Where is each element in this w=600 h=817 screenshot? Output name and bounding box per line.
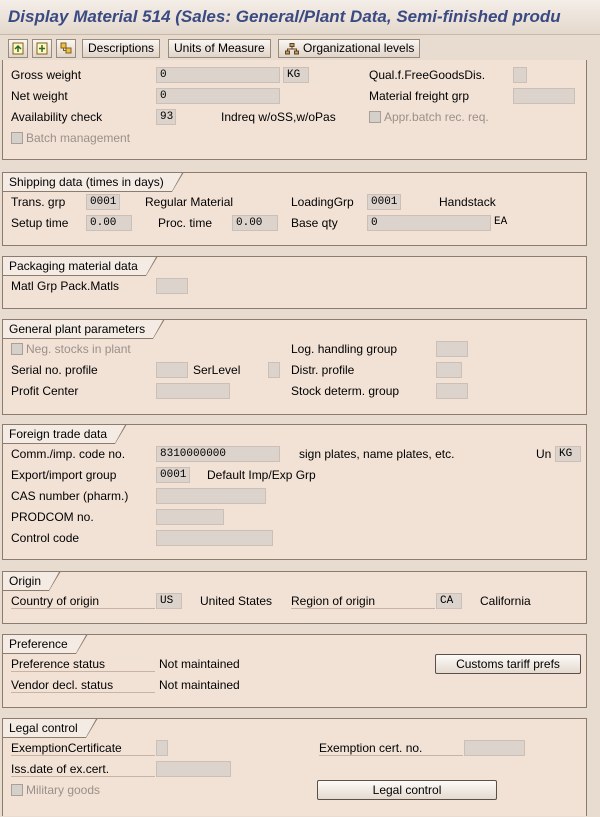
stock-determ-field[interactable]	[436, 383, 468, 399]
cas-number-field[interactable]	[156, 488, 266, 504]
iss-date-field[interactable]	[156, 761, 231, 777]
net-weight-field[interactable]: 0	[156, 88, 280, 104]
matl-grp-field[interactable]	[156, 278, 188, 294]
additional-data-icon[interactable]	[32, 39, 52, 58]
loading-grp-field[interactable]: 0001	[367, 194, 401, 210]
iss-date-label: Iss.date of ex.cert.	[11, 762, 155, 777]
units-of-measure-button[interactable]: Units of Measure	[168, 39, 271, 58]
application-toolbar	[0, 35, 600, 63]
serial-no-field[interactable]	[156, 362, 188, 378]
organizational-levels-label: Organizational levels	[303, 41, 415, 55]
trans-grp-field[interactable]: 0001	[86, 194, 120, 210]
shipping-data-group	[2, 172, 587, 246]
batch-management-label: Batch management	[26, 131, 131, 145]
comm-code-text: sign plates, name plates, etc.	[299, 447, 455, 461]
foreign-trade-group	[2, 424, 587, 560]
base-qty-field[interactable]: 0	[367, 215, 491, 231]
exemption-certificate-label: ExemptionCertificate	[11, 741, 155, 756]
net-weight-label: Net weight	[11, 89, 68, 103]
distr-profile-label: Distr. profile	[291, 363, 355, 377]
comm-code-field[interactable]: 8310000000	[156, 446, 280, 462]
country-origin-label: Country of origin	[11, 594, 155, 609]
legal-control-group	[2, 718, 587, 816]
setup-time-field[interactable]: 0.00	[86, 215, 132, 231]
display-other-icon[interactable]	[8, 39, 28, 58]
org-structure-icon[interactable]	[56, 39, 76, 58]
preference-group	[2, 634, 587, 708]
availability-check-text: Indreq w/oSS,w/oPas	[221, 110, 336, 124]
qual-free-goods-label: Qual.f.FreeGoodsDis.	[369, 68, 486, 82]
qual-free-goods-field[interactable]	[513, 67, 527, 83]
region-origin-text: California	[480, 594, 531, 608]
region-origin-field[interactable]: CA	[436, 593, 462, 609]
origin-title: Origin	[2, 571, 49, 591]
cas-number-label: CAS number (pharm.)	[11, 489, 129, 503]
matl-grp-label: Matl Grp Pack.Matls	[11, 279, 120, 293]
gross-weight-unit-field[interactable]: KG	[283, 67, 309, 83]
general-data-group	[2, 60, 587, 160]
vendor-decl-label: Vendor decl. status	[11, 678, 155, 693]
control-code-field[interactable]	[156, 530, 273, 546]
country-origin-text: United States	[200, 594, 273, 608]
base-qty-label: Base qty	[291, 216, 338, 230]
material-freight-grp-label: Material freight grp	[369, 89, 470, 103]
loading-grp-label: LoadingGrp	[291, 195, 354, 209]
legal-control-button[interactable]: Legal control	[317, 780, 497, 800]
exemption-no-label: Exemption cert. no.	[319, 741, 463, 756]
exemption-no-field[interactable]	[464, 740, 525, 756]
trans-grp-label: Trans. grp	[11, 195, 66, 209]
setup-time-label: Setup time	[11, 216, 69, 230]
country-origin-field[interactable]: US	[156, 593, 182, 609]
unit-field[interactable]: KG	[555, 446, 581, 462]
region-origin-label: Region of origin	[291, 594, 435, 609]
control-code-label: Control code	[11, 531, 80, 545]
proc-time-label: Proc. time	[158, 216, 213, 230]
neg-stocks-label: Neg. stocks in plant	[26, 342, 131, 356]
pref-status-text: Not maintained	[159, 657, 240, 671]
loading-grp-text: Handstack	[439, 195, 496, 209]
packaging-data-title: Packaging material data	[2, 256, 146, 276]
distr-profile-field[interactable]	[436, 362, 462, 378]
log-handling-label: Log. handling group	[291, 342, 398, 356]
origin-group	[2, 571, 587, 624]
pref-status-label: Preference status	[11, 657, 155, 672]
export-group-text: Default Imp/Exp Grp	[207, 468, 316, 482]
export-group-label: Export/import group	[11, 468, 117, 482]
gross-weight-label: Gross weight	[11, 68, 82, 82]
preference-title: Preference	[2, 634, 76, 654]
ser-level-field[interactable]	[268, 362, 280, 378]
vendor-decl-text: Not maintained	[159, 678, 240, 692]
organizational-levels-button[interactable]	[278, 39, 420, 58]
window-title: Display Material 514 (Sales: General/Plant Data, Semi-finished produ	[8, 7, 561, 26]
proc-time-field[interactable]: 0.00	[232, 215, 278, 231]
batch-management-checkbox[interactable]	[11, 132, 23, 144]
material-freight-grp-field[interactable]	[513, 88, 575, 104]
profit-center-label: Profit Center	[11, 384, 79, 398]
title-bar	[0, 0, 600, 35]
serial-no-label: Serial no. profile	[11, 363, 98, 377]
availability-check-field[interactable]: 93	[156, 109, 176, 125]
trans-grp-text: Regular Material	[145, 195, 234, 209]
ser-level-label: SerLevel	[193, 363, 241, 377]
military-goods-checkbox[interactable]	[11, 784, 23, 796]
foreign-trade-title: Foreign trade data	[2, 424, 115, 444]
legal-control-title: Legal control	[2, 718, 86, 738]
gross-weight-field[interactable]: 0	[156, 67, 280, 83]
log-handling-field[interactable]	[436, 341, 468, 357]
prodcom-field[interactable]	[156, 509, 224, 525]
descriptions-button[interactable]: Descriptions	[82, 39, 160, 58]
availability-check-label: Availability check	[11, 110, 103, 124]
profit-center-field[interactable]	[156, 383, 230, 399]
military-goods-label: Military goods	[26, 783, 101, 797]
packaging-data-group	[2, 256, 587, 309]
plant-parameters-title: General plant parameters	[2, 319, 153, 339]
neg-stocks-checkbox[interactable]	[11, 343, 23, 355]
appr-batch-checkbox[interactable]	[369, 111, 381, 123]
scroll-strip	[590, 63, 600, 817]
base-qty-unit: EA	[494, 216, 508, 228]
prodcom-label: PRODCOM no.	[11, 510, 94, 524]
plant-parameters-group	[2, 319, 587, 415]
stock-determ-label: Stock determ. group	[291, 384, 400, 398]
comm-code-label: Comm./imp. code no.	[11, 447, 126, 461]
unit-label: Un	[536, 447, 552, 461]
export-group-field[interactable]: 0001	[156, 467, 190, 483]
shipping-data-title: Shipping data (times in days)	[2, 172, 172, 192]
exemption-certificate-field[interactable]	[156, 740, 168, 756]
hierarchy-icon	[285, 43, 299, 55]
appr-batch-label: Appr.batch rec. req.	[384, 110, 489, 124]
customs-tariff-prefs-button[interactable]: Customs tariff prefs	[435, 654, 581, 674]
